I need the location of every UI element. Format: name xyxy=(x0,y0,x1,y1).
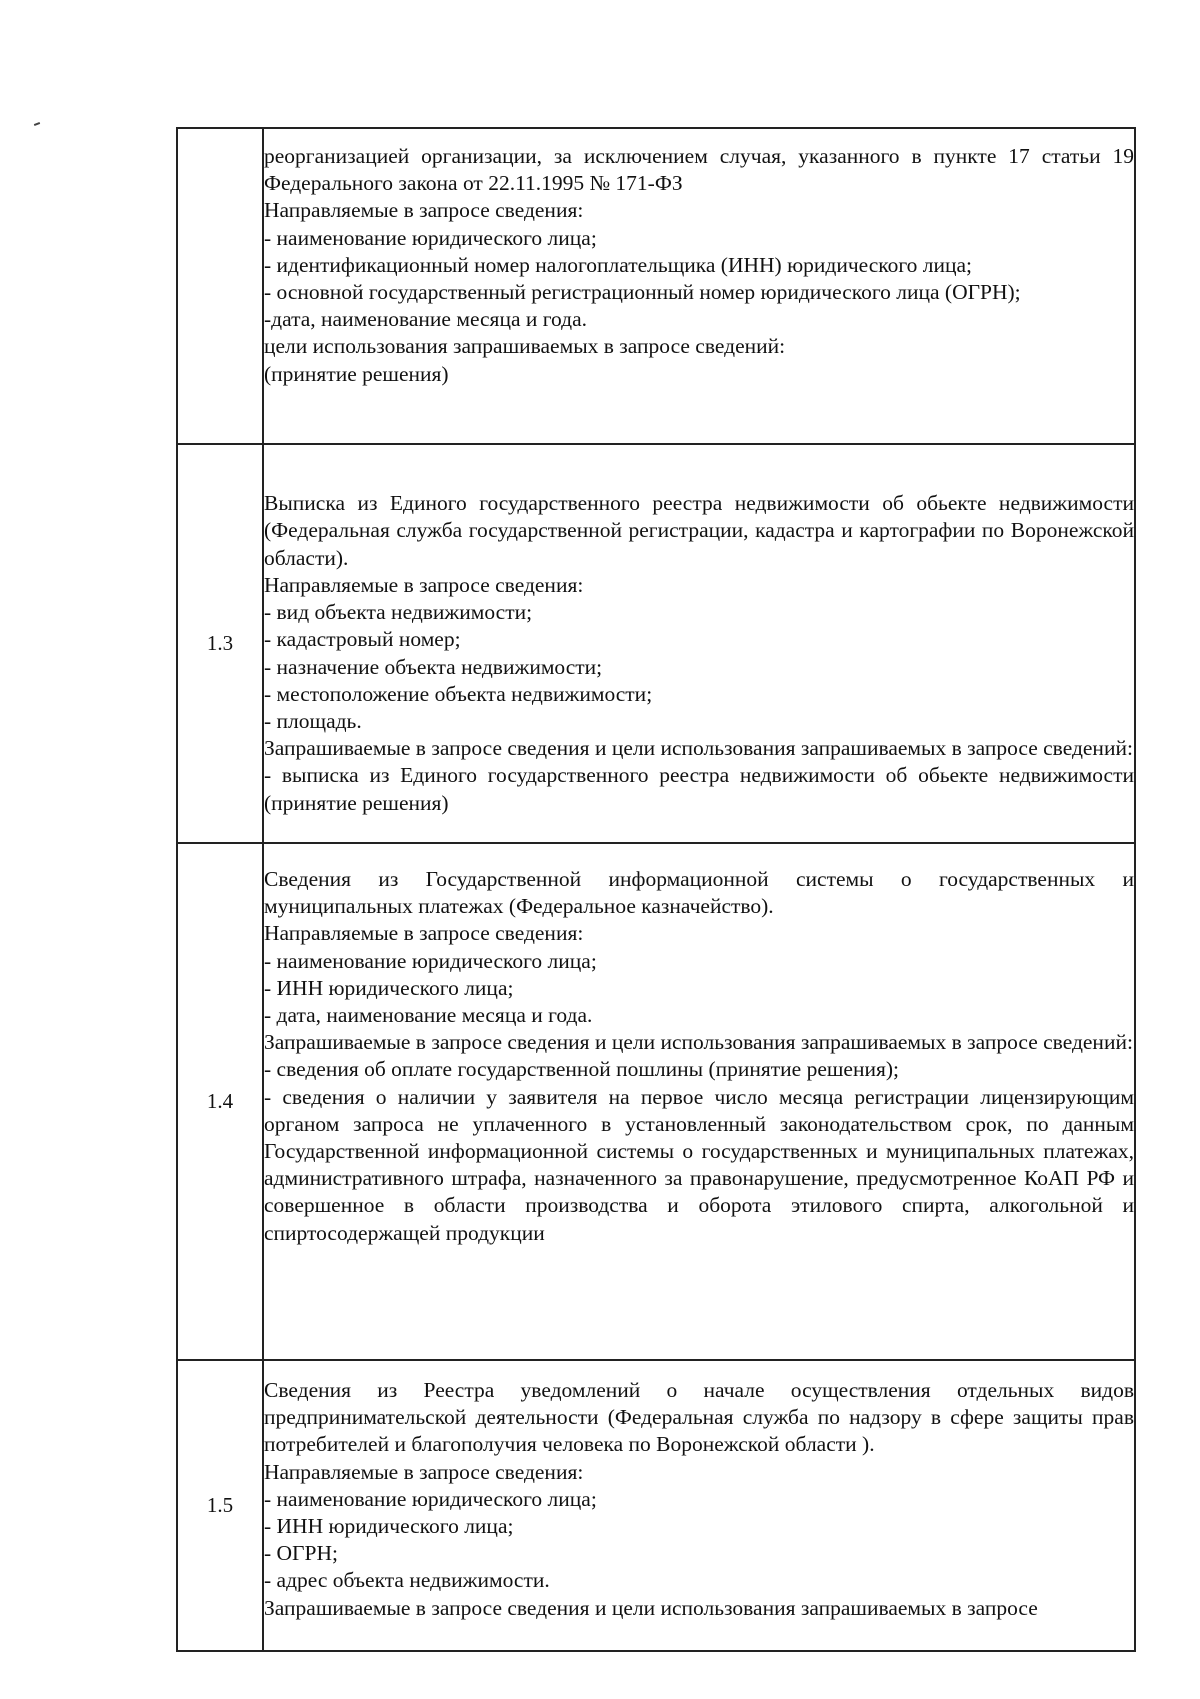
row-content xyxy=(263,128,1135,444)
row-number: 1.5 xyxy=(177,1360,263,1651)
text-line: Сведения из Реестра уведомлений о начале осуществления отдельных видов предпринимательской деятельности (Федеральная служба по надзору в сфере защиты прав потребителей и благополучия человека по Воронежской области ). xyxy=(264,1378,1134,1457)
text-line: Направляемые в запросе сведения: xyxy=(264,198,584,223)
text-line: - наименование юридического лица; xyxy=(264,948,597,973)
text-line: - адрес объекта недвижимости. xyxy=(264,1568,550,1593)
text-line: - дата, наименование месяца и года. xyxy=(264,1003,593,1028)
table-row xyxy=(177,843,1135,1360)
text-line: - местоположение объекта недвижимости; xyxy=(264,681,653,706)
row-number: 1.4 xyxy=(177,843,263,1360)
text-line: Запрашиваемые в запросе сведения и цели использования запрашиваемых в запросе сведений: xyxy=(264,736,1133,761)
text-line: Выписка из Единого государственного реестра недвижимости об обьекте недвижимости (Федеральная служба государственной регистрации, кадастра и картографии по Воронежской области). xyxy=(264,491,1134,570)
text-line: - сведения об оплате государственной пошлины (принятие решения); xyxy=(264,1057,900,1082)
text-line: цели использования запрашиваемых в запросе сведений: xyxy=(264,334,786,359)
text-line: - кадастровый номер; xyxy=(264,627,461,652)
text-line: - выписка из Единого государственного реестра недвижимости об обьекте недвижимости (принятие решения) xyxy=(264,763,1134,815)
scan-speck xyxy=(34,122,40,126)
table-row xyxy=(177,444,1135,843)
text-line: -дата, наименование месяца и года. xyxy=(264,307,588,332)
text-line: - ИНН юридического лица; xyxy=(264,1514,514,1539)
text-line: - сведения о наличии у заявителя на первое число месяца регистрации лицензирующим органом запроса не уплаченного в установленный законодательством срок, по данным Государственной информационной системы о государственных и муниципальных платежах, административного штрафа, назначенного за правонарушение, предусмотренное КоАП РФ и совершенное в области производства и оборота этилового спирта, алкогольной и спиртосодержащей продукции xyxy=(264,1084,1134,1245)
row-content xyxy=(263,843,1135,1360)
text-line: Сведения из Государственной информационной системы о государственных и муниципальных платежах (Федеральное казначейство). xyxy=(264,867,1134,919)
text-line: Запрашиваемые в запросе сведения и цели использования запрашиваемых в запросе xyxy=(264,1595,1038,1620)
text-line: (принятие решения) xyxy=(264,361,449,386)
row-number: 1.3 xyxy=(177,444,263,843)
text-line: - основной государственный регистрационный номер юридического лица (ОГРН); xyxy=(264,280,1021,305)
text-line: - наименование юридического лица; xyxy=(264,225,597,250)
text-line: - наименование юридического лица; xyxy=(264,1486,597,1511)
text-line: Запрашиваемые в запросе сведения и цели использования запрашиваемых в запросе сведений: xyxy=(264,1030,1133,1055)
row-number xyxy=(177,128,263,444)
row-content xyxy=(263,444,1135,843)
table-row xyxy=(177,1360,1135,1651)
text-line: Направляемые в запросе сведения: xyxy=(264,1459,584,1484)
row-content xyxy=(263,1360,1135,1651)
text-line: - идентификационный номер налогоплательщика (ИНН) юридического лица; xyxy=(264,252,973,277)
text-line: - площадь. xyxy=(264,708,362,733)
text-line: Направляемые в запросе сведения: xyxy=(264,572,584,597)
text-line: Направляемые в запросе сведения: xyxy=(264,921,584,946)
text-line: - вид объекта недвижимости; xyxy=(264,600,533,625)
text-line: - назначение объекта недвижимости; xyxy=(264,654,603,679)
text-line: - ИНН юридического лица; xyxy=(264,975,514,1000)
text-line: - ОГРН; xyxy=(264,1541,338,1566)
text-line: реорганизацией организации, за исключением случая, указанного в пункте 17 статьи 19 Федерального закона от 22.11.1995 № 171-ФЗ xyxy=(264,144,1134,196)
services-table xyxy=(176,127,1136,1652)
table-row xyxy=(177,128,1135,444)
